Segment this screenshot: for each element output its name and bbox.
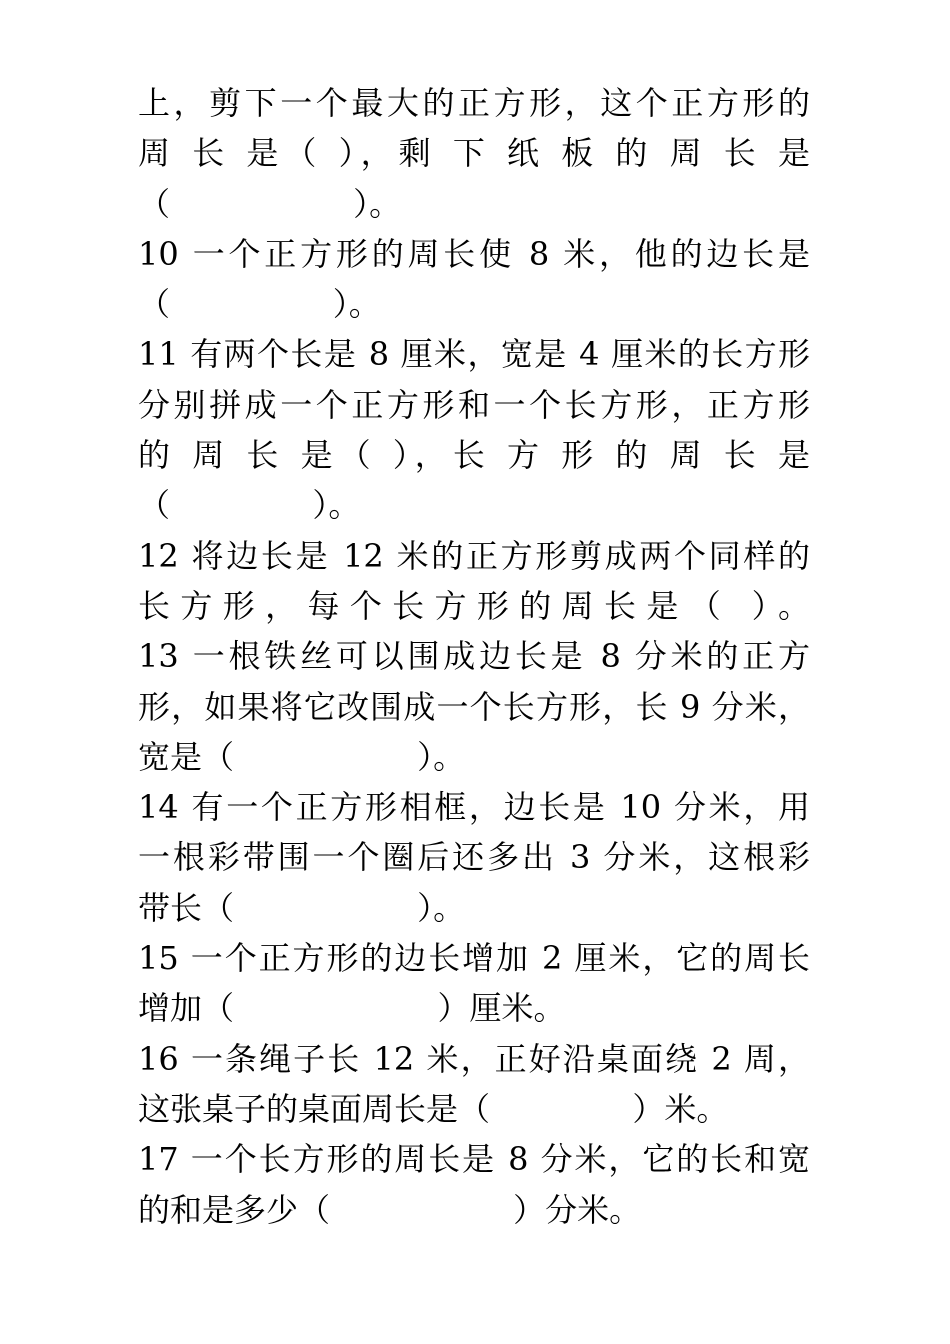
question-13-line-3: 宽是（ ）。 — [138, 737, 466, 776]
question-13-line-1: 13 一根铁丝可以围成边长是 8 分米的正方 — [138, 637, 810, 676]
question-12-line-2: 长方形，每个长方形的周长是（ ）。 — [138, 586, 810, 625]
question-16-line-2: 这张桌子的桌面周长是（ ）米。 — [138, 1089, 729, 1128]
question-11-line-3: 的 周 长 是（ ），长 方 形 的 周 长 是 — [138, 436, 810, 475]
text-line-1: 上，剪下一个最大的正方形，这个正方形的 — [138, 84, 810, 122]
question-11-line-2: 分别拼成一个正方形和一个长方形，正方形 — [138, 385, 810, 424]
text-line-3: （ ）。 — [138, 184, 402, 223]
question-12-line-1: 12 将边长是 12 米的正方形剪成两个同样的 — [138, 536, 810, 575]
question-15-line-1: 15 一个正方形的边长增加 2 厘米，它的周长 — [138, 939, 810, 978]
question-16-line-1: 16 一条绳子长 12 米，正好沿桌面绕 2 周， — [138, 1039, 810, 1078]
question-10-line-1: 10 一个正方形的周长使 8 米，他的边长是 — [138, 234, 810, 273]
document-page — [138, 78, 810, 1235]
question-17-line-2: 的和是多少（ ）分米。 — [138, 1190, 642, 1229]
question-15-line-2: 增加（ ）厘米。 — [138, 989, 566, 1028]
question-11-line-4: （ ）。 — [138, 486, 361, 525]
question-14-line-2: 一根彩带围一个圈后还多出 3 分米，这根彩 — [138, 838, 810, 877]
text-line-2: 周 长 是（ ），剩 下 纸 板 的 周 长 是 — [138, 134, 810, 173]
question-14-line-1: 14 有一个正方形相框，边长是 10 分米，用 — [138, 788, 810, 827]
question-14-line-3: 带长（ ）。 — [138, 888, 466, 927]
question-13-line-2: 形，如果将它改围成一个长方形，长 9 分米， — [138, 687, 810, 726]
question-10-line-2: （ ）。 — [138, 285, 381, 324]
question-11-line-1: 11 有两个长是 8 厘米，宽是 4 厘米的长方形 — [138, 335, 810, 374]
question-17-line-1: 17 一个长方形的周长是 8 分米，它的长和宽 — [138, 1140, 810, 1179]
